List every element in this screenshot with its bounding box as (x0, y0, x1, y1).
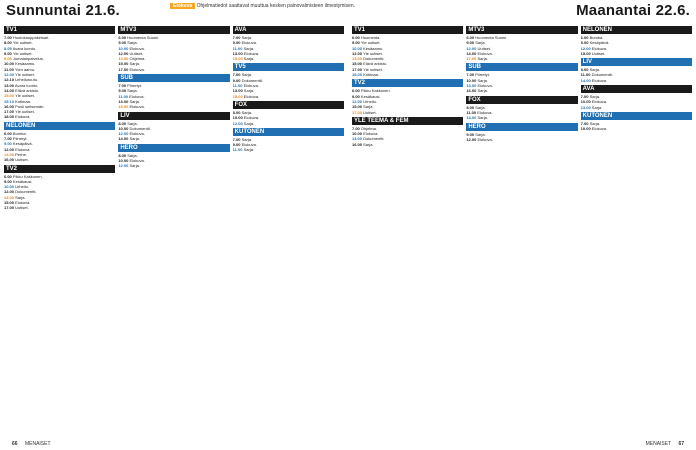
channel-header: TV2 (352, 79, 463, 87)
program-time: 16.00 (4, 157, 15, 163)
program-time: 13.00 (352, 56, 363, 62)
program-title: Jumalanpalvelus. (12, 56, 44, 62)
program-time: 12.00 (4, 72, 15, 78)
program-title: Elokuva. (129, 131, 145, 137)
program-time: 6.00 (4, 173, 12, 179)
program-title: Urheilu. (363, 98, 377, 104)
program-title: Elokuva. (591, 99, 608, 105)
program-time: 16.00 (4, 103, 15, 109)
program-title: Huomenta. (360, 35, 381, 40)
program-time: 12.10 (4, 77, 15, 83)
program-time: 12.00 (466, 45, 477, 51)
program-title: Huutokauppakeisari. (12, 35, 50, 40)
program-title: Kesäpäivä. (589, 40, 610, 46)
program-time: 13.00 (4, 194, 15, 200)
program-title: Yle uutiset. (363, 66, 383, 72)
program-title: Elokuva. (243, 50, 260, 56)
program-title: Huomenta Suomi. (475, 35, 508, 40)
program-time: 12.00 (580, 45, 591, 51)
program-title: Sarja. (129, 136, 140, 142)
program-time: 6.00 (4, 130, 12, 136)
program-time: 11.00 (232, 147, 243, 153)
program-time: 18.00 (4, 114, 15, 120)
program-title: Kesäkausi. (360, 93, 381, 99)
program-title: Sarja. (243, 120, 255, 126)
program-title: Huomenta Suomi. (127, 35, 160, 40)
program-time: 12.00 (4, 146, 15, 152)
program-time: 8.00 (118, 152, 127, 158)
program-time: 9.00 (466, 131, 475, 137)
program-time: 17.00 (466, 56, 477, 62)
channel-header: TV5 (233, 63, 344, 71)
program-title: Elokuva. (129, 93, 145, 99)
program-line (118, 136, 229, 141)
program-time: 6.00 (352, 88, 360, 94)
program-time: 12.00 (466, 136, 477, 142)
program-time: 9.00 (352, 93, 360, 99)
channel-header: MTV3 (118, 26, 229, 34)
program-title: Sarja. (475, 40, 486, 46)
program-time: 7.00 (4, 136, 12, 142)
program-time: 7.00 (232, 72, 241, 78)
listing-column (233, 24, 344, 436)
channel-header: FOX (466, 96, 577, 104)
program-time: 13.00 (352, 136, 363, 142)
program-title: Sarja. (129, 98, 140, 104)
program-title: Elokuva. (129, 104, 145, 110)
program-title: Sarja. (241, 35, 253, 40)
program-title: Uutiset. (591, 50, 606, 56)
program-title: Dokumentti. (363, 136, 385, 142)
program-time: 17.00 (4, 205, 15, 211)
program-title: Elokuva. (241, 40, 257, 46)
program-time: 12.00 (118, 131, 129, 137)
program-time: 15.00 (4, 93, 15, 99)
program-time: 16.00 (352, 141, 363, 147)
program-time: 7.00 (232, 136, 241, 142)
program-title: Elokuva. (363, 131, 379, 137)
program-line (466, 88, 577, 93)
program-time: 10.00 (4, 61, 15, 67)
program-title: Sarja. (127, 152, 138, 158)
program-title: Elokuva. (129, 66, 145, 72)
program-time: 17.00 (352, 66, 363, 72)
program-title: Yle uutiset. (12, 50, 33, 56)
program-title: Sarja. (363, 141, 374, 147)
right-footer-text: MENAISET (645, 441, 672, 447)
program-time: 15.00 (232, 56, 243, 62)
program-title: Sarja. (363, 104, 374, 110)
program-line (233, 94, 344, 99)
program-time: 15.00 (4, 200, 15, 206)
program-time: 8.00 (580, 67, 589, 73)
program-title: Puoli seitsemän. (15, 103, 45, 109)
program-title: Sarja. (475, 131, 486, 137)
program-title: Elokuva. (591, 126, 608, 132)
program-title: Pikku Kakkonen. (360, 88, 391, 94)
program-time: 9.00 (4, 178, 12, 184)
program-time: 7.00 (352, 125, 360, 131)
program-title: Dokumentti. (241, 77, 263, 83)
program-line (581, 126, 692, 131)
program-time: 10.00 (118, 158, 129, 164)
program-title: Sarja. (243, 45, 255, 51)
program-title: Yle uutiset. (12, 40, 33, 46)
program-time: 8.00 (4, 40, 12, 46)
program-title: Sarja. (589, 67, 601, 73)
program-title: Elokuva. (591, 77, 608, 83)
left-footer-text: MENAISET (24, 441, 51, 447)
program-time: 14.00 (118, 136, 129, 142)
left-columns (4, 24, 344, 436)
program-time: 12.00 (232, 120, 243, 126)
program-title: Sarja. (241, 72, 253, 78)
listing-column (118, 24, 229, 436)
program-time: 9.00 (580, 40, 589, 46)
program-time: 11.00 (466, 109, 477, 115)
channel-header: NELONEN (581, 26, 692, 34)
program-time: 6.00 (580, 35, 589, 40)
program-time: 14.00 (580, 77, 591, 83)
program-time: 15.00 (118, 104, 129, 110)
program-time: 9.00 (118, 88, 127, 94)
channel-header: KUTONEN (233, 128, 344, 136)
program-title: Dokumentti. (591, 72, 613, 78)
highlight-note (170, 3, 355, 9)
program-time: 10.00 (352, 131, 363, 137)
program-time: 11.00 (232, 83, 243, 89)
program-title: Sarja. (127, 40, 138, 46)
program-time: 7.00 (466, 72, 475, 78)
channel-header: NELONEN (4, 122, 115, 130)
channel-header: MTV3 (466, 26, 577, 34)
program-time: 13.00 (232, 88, 243, 94)
program-time: 6.00 (118, 35, 127, 40)
program-title: Sarja. (241, 109, 253, 115)
program-time: 12.00 (352, 50, 363, 56)
channel-header: LIV (581, 58, 692, 66)
program-title: Sarja. (241, 136, 253, 142)
program-line (466, 115, 577, 120)
program-line (118, 67, 229, 72)
program-time: 9.00 (232, 40, 241, 46)
program-title: Kesäpäivä. (12, 141, 33, 147)
program-title: Bumba. (12, 130, 27, 136)
program-time: 13.00 (118, 56, 129, 62)
program-line (352, 142, 463, 147)
program-title: Kesäkausi. (12, 178, 33, 184)
highlight-badge: Elokuva (170, 3, 195, 9)
program-title: Ylen aamu. (14, 66, 36, 72)
program-title: Yle uutiset. (15, 109, 35, 115)
right-page-number: 67 (678, 441, 684, 447)
program-line (4, 205, 115, 210)
program-title: Sarja. (475, 104, 486, 110)
program-time: 9.00 (232, 142, 241, 148)
program-title: Elokuva. (477, 109, 493, 115)
program-title: Kesäaamu. (363, 45, 384, 51)
listing-column (352, 24, 463, 436)
program-line (233, 121, 344, 126)
program-line (4, 157, 115, 162)
program-time: 14.00 (466, 50, 477, 56)
program-time: 14.00 (466, 115, 477, 121)
program-time: 10.00 (232, 115, 243, 121)
program-line (4, 114, 115, 119)
program-time: 10.00 (352, 45, 363, 51)
program-title: Elävä arkisto. (15, 87, 40, 93)
program-line (118, 163, 229, 168)
program-title: Uutiset. (477, 45, 492, 51)
program-time: 9.00 (466, 40, 475, 46)
program-title: Yle uutiset. (15, 93, 35, 99)
program-title: Avara luonto. (14, 82, 39, 88)
program-time: 7.00 (580, 94, 589, 100)
program-title: Sarja. (243, 88, 255, 94)
program-line (352, 110, 463, 115)
program-title: Sarja. (129, 163, 140, 169)
program-title: Piirretyt. (127, 83, 142, 89)
program-title: Sarja. (127, 88, 138, 94)
program-time: 9.00 (352, 40, 360, 46)
program-time: 9.05 (4, 56, 12, 62)
right-columns (352, 24, 692, 436)
program-title: Elokuva. (241, 142, 257, 148)
listing-column (466, 24, 577, 436)
program-title: Avara luonto. (12, 45, 37, 51)
program-time: 14.00 (4, 151, 15, 157)
program-title: Uutiset. (129, 50, 144, 56)
program-time: 17.00 (352, 109, 363, 115)
program-time: 8.00 (232, 109, 241, 115)
program-title: Sarja. (129, 61, 140, 67)
listing-column (581, 24, 692, 436)
channel-header: TV2 (4, 165, 115, 173)
program-time: 6.00 (466, 35, 475, 40)
program-time: 10.00 (4, 184, 15, 190)
left-day-title: Sunnuntai 21.6. (6, 2, 120, 19)
program-time: 13.00 (118, 98, 129, 104)
program-time: 15.00 (352, 61, 363, 67)
program-time: 12.00 (352, 98, 363, 104)
program-title: Dokumentti. (15, 189, 37, 195)
program-title: Sarja. (591, 104, 603, 110)
channel-header: FOX (233, 101, 344, 109)
program-title: Uutiset. (15, 205, 29, 211)
program-title: Sarja. (15, 194, 26, 200)
channel-header: TV1 (4, 26, 115, 34)
program-time: 15.00 (352, 104, 363, 110)
program-time: 6.00 (352, 35, 360, 40)
program-line (233, 56, 344, 61)
program-title: Uutiset. (15, 157, 29, 163)
program-title: Uutiset. (363, 109, 377, 115)
channel-header: HERO (118, 144, 229, 152)
program-title: Elokuva. (129, 158, 145, 164)
program-title: Sarja. (589, 120, 601, 126)
channel-header: LIV (118, 112, 229, 120)
program-title: Yle uutiset. (15, 72, 35, 78)
program-time: 9.00 (4, 141, 12, 147)
program-time: 10.00 (466, 77, 477, 83)
program-time: 12.00 (118, 50, 129, 56)
program-title: Elokuva. (129, 45, 145, 51)
program-time: 10.00 (118, 45, 129, 51)
program-time: 11.00 (232, 45, 243, 51)
program-line (466, 56, 577, 61)
program-line (581, 51, 692, 56)
program-time: 9.00 (118, 40, 127, 46)
program-time: 18.00 (352, 72, 363, 78)
program-line (352, 72, 463, 77)
right-footer (646, 441, 690, 447)
program-title: Elokuva. (243, 83, 259, 89)
program-time: 12.00 (4, 189, 15, 195)
program-line (581, 78, 692, 83)
program-line (118, 104, 229, 109)
program-time: 15.00 (118, 61, 129, 67)
left-footer (6, 441, 51, 447)
channel-header: HERO (466, 123, 577, 131)
program-title: Sarja. (243, 147, 255, 153)
program-time: 13.00 (232, 50, 243, 56)
program-line (466, 137, 577, 142)
program-title: Elokuva. (243, 115, 260, 121)
program-title: Yle uutiset. (360, 40, 381, 46)
program-title: Pikku Kakkonen. (12, 173, 43, 179)
program-title: Kesäaamu. (15, 61, 36, 67)
program-title: Sarja. (477, 88, 488, 94)
program-title: Bumba. (589, 35, 604, 40)
program-title: Dokumentti. (129, 125, 151, 131)
program-title: Sarja. (477, 77, 488, 83)
program-title: Urheiluruutu. (15, 77, 39, 83)
channel-header: TV1 (352, 26, 463, 34)
program-time: 11.00 (4, 66, 14, 72)
listing-column (4, 24, 115, 436)
program-time: 10.00 (580, 99, 591, 105)
program-time: 17.00 (118, 66, 129, 72)
program-title: Elokuva. (243, 93, 260, 99)
program-time: 8.05 (4, 45, 12, 51)
program-title: Piirretyt. (475, 72, 490, 78)
program-time: 10.00 (580, 126, 591, 132)
program-line (233, 147, 344, 152)
program-time: 15.00 (232, 93, 243, 99)
program-title: Perhe. (15, 151, 27, 157)
program-title: Elokuva. (477, 50, 493, 56)
program-time: 15.00 (580, 50, 591, 56)
program-time: 7.00 (232, 35, 241, 40)
highlight-text: Ohjelmatiedot saattavat muuttua kesken painovalmisteen ilmestymisen. (196, 3, 355, 9)
program-time: 13.00 (580, 104, 591, 110)
program-title: Piirretyt. (12, 136, 28, 142)
program-title: Kotimaa. (15, 98, 31, 104)
program-title: Ohjelma. (360, 125, 377, 131)
program-title: Sarja. (127, 120, 138, 126)
program-line (581, 105, 692, 110)
program-time: 7.00 (4, 35, 12, 40)
program-time: 7.00 (580, 120, 589, 126)
program-title: Urheilu. (15, 184, 29, 190)
program-title: Sarja. (589, 94, 601, 100)
program-time: 9.00 (232, 77, 241, 83)
channel-header: AVA (233, 26, 344, 34)
program-time: 9.00 (4, 50, 12, 56)
program-time: 7.00 (118, 83, 127, 89)
channel-header: YLE TEEMA & FEM (352, 117, 463, 125)
program-title: Yle uutiset. (363, 50, 383, 56)
channel-header: SUB (118, 74, 229, 82)
program-time: 16.00 (466, 88, 477, 94)
program-time: 14.00 (4, 87, 15, 93)
program-time: 11.00 (118, 93, 129, 99)
program-title: Elokuva. (591, 45, 608, 51)
program-title: Elokuva. (15, 114, 31, 120)
program-time: 10.00 (118, 125, 129, 131)
channel-header: KUTONEN (581, 112, 692, 120)
right-page (348, 0, 696, 450)
channel-header: AVA (581, 85, 692, 93)
program-title: Elokuva. (15, 146, 31, 152)
program-title: Dokumentti. (363, 56, 385, 62)
program-title: Kotimaa. (363, 72, 379, 78)
program-title: Elokuva. (477, 136, 493, 142)
program-time: 15.10 (4, 98, 15, 104)
program-time: 12.00 (118, 163, 129, 169)
program-title: Elokuva. (15, 200, 31, 206)
program-title: Elävä arkisto. (363, 61, 388, 67)
right-day-title: Maanantai 22.6. (576, 2, 690, 19)
program-time: 8.00 (118, 120, 127, 126)
program-time: 13.00 (4, 82, 15, 88)
program-time: 13.00 (466, 83, 477, 89)
program-title: Ohjelma. (129, 56, 146, 62)
program-time: 8.00 (466, 104, 475, 110)
left-page-number: 66 (12, 441, 18, 447)
program-time: 11.00 (580, 72, 591, 78)
program-title: Sarja. (243, 56, 255, 62)
program-title: Sarja. (477, 56, 488, 62)
program-title: Sarja. (477, 115, 488, 121)
program-title: Elokuva. (477, 83, 493, 89)
channel-header: SUB (466, 63, 577, 71)
program-time: 17.00 (4, 109, 15, 115)
